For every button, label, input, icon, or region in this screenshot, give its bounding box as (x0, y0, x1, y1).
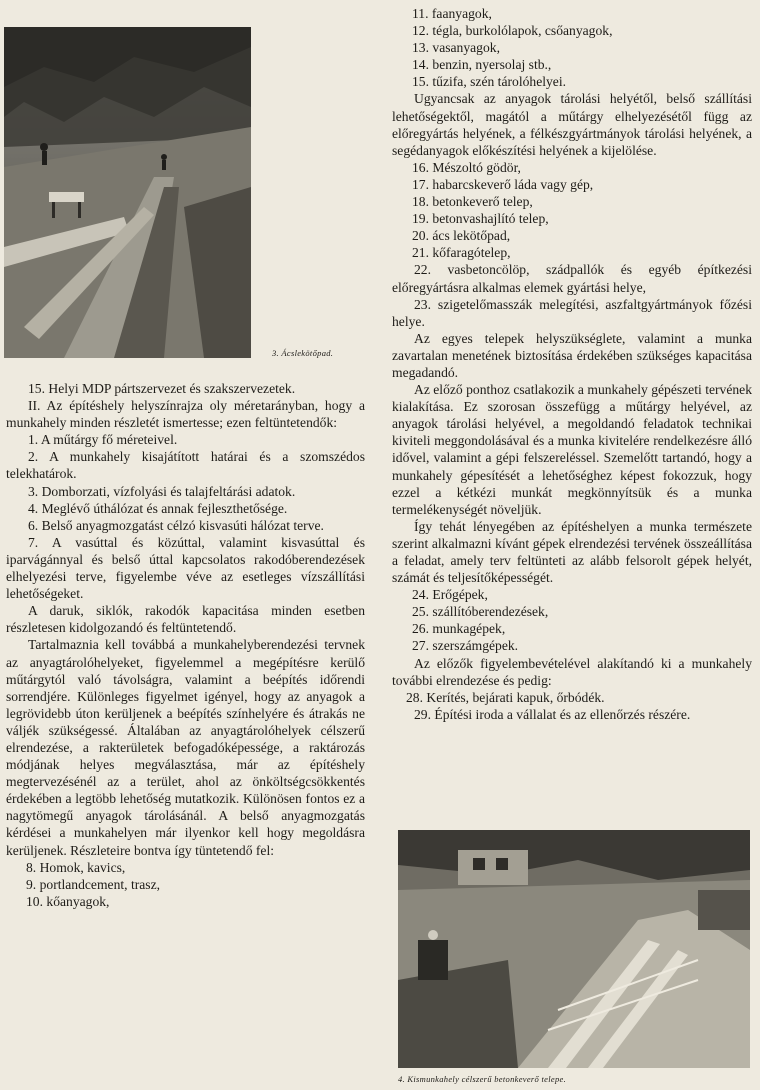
carpentry-bench-photo (4, 27, 251, 358)
paragraph: 1. A műtárgy fő méreteivel. (28, 432, 178, 448)
left-text-column (6, 380, 365, 910)
list-item: 20. ács lekötőpad, (412, 228, 511, 244)
paragraph: 7. A vasúttal és közúttal, valamint kisvasúttal és iparvágánnyal és belső úttal kapcsolatos rakodóberendezések elhelyezési terve, figyelembe véve az esetleges vízszállítási lehetőségeket. (6, 534, 365, 602)
paragraph: 2. A munkahely kisajátított határai és a szomszédos telekhatárok. (6, 449, 365, 482)
paragraph: II. Az építéshely helyszínrajza oly méretarányban, hogy a munkahely minden részletét ismertesse; ezen feltüntetendők: (6, 398, 365, 431)
paragraph: A daruk, siklók, rakodók kapacitása minden esetben részletesen kidolgozandó és feltüntetendő. (6, 603, 365, 636)
paragraph: Tartalmaznia kell továbbá a munkahelyberendezési tervnek az anyagtárolóhelyeket, figyelemmel a megépítésre kerülő műtárgytól való távolságra, valamint a beépítés időrendi sorrendjére. Különleges figyelmet igényel, hogy az anyagok a legrövidebb úton kerüljenek a beépítés színhelyére és átrakás ne váljék szükségessé. Általában az anyagtárolóhelyek célszerű elrendezése, a rakterületek befogadóképessége, a raktározás módjának helyes megválasztása, már az építéshely megtervezésénél az a terület, ahol az önköltségcsökkentés érdekében a legtöbb lehetőség mutatkozik. Különösen fontos ez a nagytömegű anyagok tárolásánál. A belső anyagmozgatás kérdései a munkahelyen már ilyenkor kell hogy megoldásra kerüljenek. Részleteire bontva így tüntetendő fel: (6, 637, 365, 858)
list-item: 15. tűzifa, szén tárolóhelyei. (412, 74, 567, 90)
paragraph: Ugyancsak az anyagok tárolási helyétől, belső szállítási lehetőségektől, magától a műtárgy elhelyezésétől függ az előregyártás helyének, a félkészgyártmányok tárolási helyének, a segédanyagok előkészítési helyének a kijelölése. (392, 91, 752, 158)
list-item: 13. vasanyagok, (412, 40, 500, 56)
list-item: 8. Homok, kavics, (26, 859, 126, 875)
list-item: 10. kőanyagok, (26, 893, 110, 909)
paragraph: 15. Helyi MDP pártszervezet és szakszervezetek. (28, 381, 296, 396)
paragraph: Az egyes telepek helyszükséglete, valamint a munka zavartalan menetének biztosítása érdekében szükséges kapacitása megadandó. (392, 330, 752, 380)
list-item: 28. Kerítés, bejárati kapuk, őrbódék. (406, 689, 605, 705)
paragraph: 29. Építési iroda a vállalat és az ellenőrzés részére. (414, 706, 691, 722)
list-item: 27. szerszámgépek. (412, 638, 519, 654)
concrete-mixer-photo (398, 830, 750, 1068)
paragraph: 3. Domborzati, vízfolyási és talajfeltárási adatok. (28, 483, 296, 499)
list-item: 14. benzin, nyersolaj stb., (412, 57, 552, 73)
list-item: 24. Erőgépek, (412, 587, 488, 603)
list-item: 21. kőfaragótelep, (412, 245, 511, 261)
carpentry-bench-illustration (4, 27, 251, 358)
list-item: 9. portlandcement, trasz, (26, 876, 160, 892)
concrete-mixer-illustration (398, 830, 750, 1068)
paragraph: 22. vasbetoncölöp, szádpallók és egyéb építkezési előregyártásra alkalmas elemek gyártási helye, (392, 262, 752, 295)
list-item: 16. Mészoltó gödör, (412, 159, 521, 175)
photo-caption-bottom: 4. Kismunkahely célszerű betonkeverő telepe. (398, 1074, 567, 1084)
paragraph: 4. Meglévő úthálózat és annak fejleszthetősége. (28, 500, 288, 516)
list-item: 17. habarcskeverő láda vagy gép, (412, 176, 594, 192)
paragraph: 6. Belső anyagmozgatást célzó kisvasúti hálózat terve. (28, 517, 324, 533)
list-item: 19. betonvashajlító telep, (412, 211, 549, 227)
photo-caption-top: 3. Ácslekötőpad. (272, 348, 334, 358)
paragraph: Az előző ponthoz csatlakozik a munkahely gépészeti tervének kialakítása. Ez szorosan összefügg a műtárgy helyével, az anyagok tárolási helyével, a megoldandó feladatok technikai kiviteli meggondolásával és a munka kivitelére rendelkezésre álló idővel, valamint a gépi felszereléssel. Szemelőtt tartandó, hogy a munkahely gépesítését a lehetőséghez képest fokozzuk, hogy ezzel a kétkézi munkát megkönnyítsük és a munka termelékenységét növeljük. (392, 382, 752, 517)
paragraph: Így tehát lényegében az építéshelyen a munka természete szerint alkalmazni kívánt gépek elrendezési tervének összeállítása a feladat, amely terv feltünteti az alább felsorolt gépek helyét, számát és teljesítőképességét. (392, 518, 752, 586)
paragraph: 23. szigetelőmasszák melegítési, aszfaltgyártmányok főzési helye. (392, 296, 752, 329)
list-item: 11. faanyagok, (412, 6, 492, 21)
list-item: 18. betonkeverő telep, (412, 194, 533, 210)
right-text-column (392, 5, 752, 723)
list-item: 26. munkagépek, (412, 621, 506, 637)
list-item: 25. szállítóberendezések, (412, 604, 549, 620)
list-item: 12. tégla, burkolólapok, csőanyagok, (412, 23, 613, 39)
paragraph: Az előzők figyelembevételével alakítandó ki a munkahely további elrendezése és pedig: (392, 655, 752, 688)
